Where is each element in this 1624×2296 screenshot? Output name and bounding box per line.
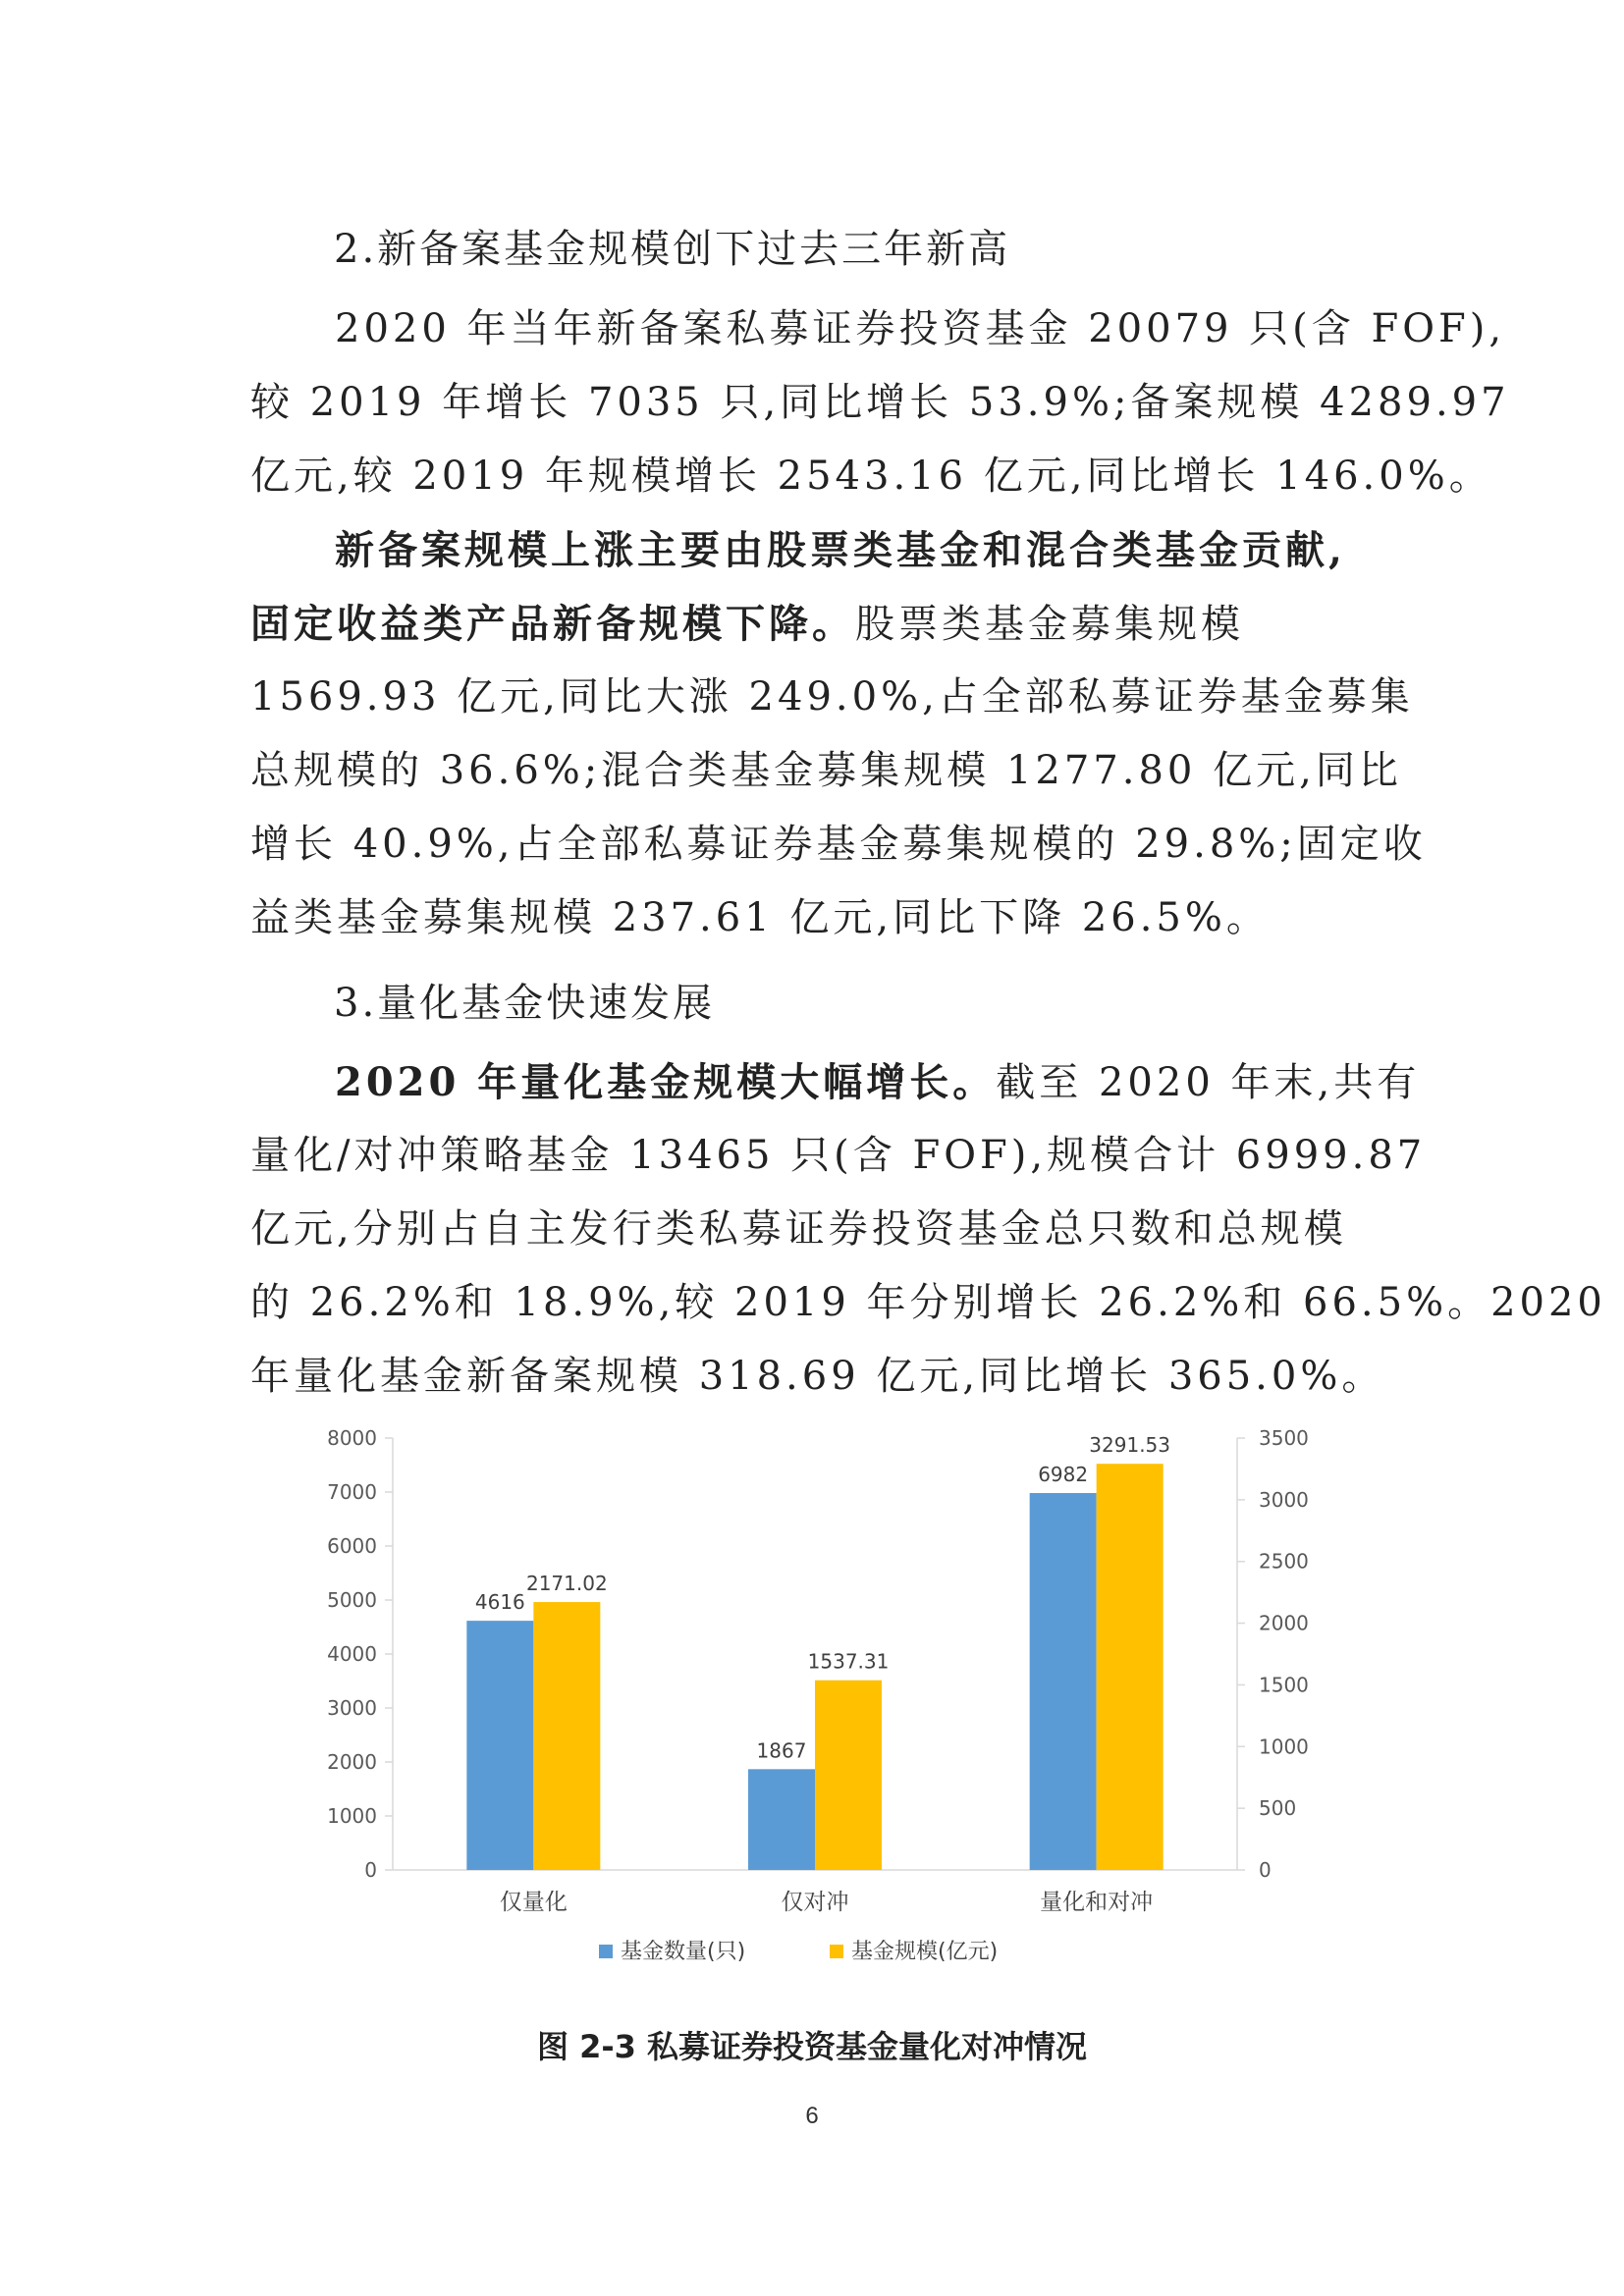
right-tick-label: 1500 [1259,1673,1309,1697]
left-tick-label: 6000 [327,1534,377,1558]
left-tick-label: 8000 [327,1426,377,1450]
text-line: 1569.93 亿元,同比大涨 249.0%,占全部私募证券基金募集 [250,674,1414,720]
bar-fund-count [466,1621,533,1870]
figure-caption: 图 2-3 私募证券投资基金量化对冲情况 [536,2028,1088,2065]
text-line: 增长 40.9%,占全部私募证券基金募集规模的 29.8%;固定收 [250,822,1427,867]
text-run: 股票类基金募集规模 [855,602,1244,647]
text-line: 亿元,较 2019 年规模增长 2543.16 亿元,同比增长 146.0%。 [250,454,1492,499]
left-tick-label: 2000 [327,1750,377,1774]
category-label: 仅量化 [499,1890,568,1915]
category-label: 仅对冲 [781,1890,849,1915]
legend-swatch [830,1945,843,1958]
text-line: 的 26.2%和 18.9%,较 2019 年分别增长 26.2%和 66.5%。2020 [250,1280,1606,1325]
data-label-fund-count: 1867 [756,1738,807,1763]
bar-fund-count [1030,1493,1097,1870]
legend-label: 基金规模(亿元) [851,1940,999,1964]
data-label-fund-count: 4616 [474,1590,525,1615]
bar-fund-size [815,1681,882,1870]
text-line: 益类基金募集规模 237.61 亿元,同比下降 26.5%。 [250,895,1270,940]
text-line: 总规模的 36.6%;混合类基金募集规模 1277.80 亿元,同比 [250,748,1402,793]
text-line: 较 2019 年增长 7035 只,同比增长 53.9%;备案规模 4289.97 [250,380,1510,425]
text-line: 量化/对冲策略基金 13465 只(含 FOF),规模合计 6999.87 [250,1133,1427,1178]
bold-lead: 固定收益类产品新备规模下降。 [250,601,855,647]
bar-fund-count [748,1769,815,1870]
legend-swatch [599,1945,613,1958]
left-tick-label: 0 [364,1858,377,1882]
bar-fund-size [533,1602,600,1870]
section-2-paragraph-2 [250,513,1427,955]
section-2-heading: 2.新备案基金规模创下过去三年新高 [334,227,1011,272]
bar-fund-size [1097,1464,1164,1870]
text-line [250,1045,1421,1119]
section-3-paragraph [250,1045,1606,1414]
right-tick-label: 3500 [1259,1426,1309,1450]
text-line [250,587,1389,661]
text-run: 截至 2020 年末,共有 [996,1060,1421,1105]
text-line: 2020 年当年新备案私募证券投资基金 20079 只(含 FOF), [335,306,1506,351]
data-label-fund-count: 6982 [1038,1462,1089,1486]
quant-hedge-bar-chart [295,1404,1335,1993]
legend-label: 基金数量(只) [621,1940,746,1964]
data-label-fund-size: 2171.02 [525,1572,608,1596]
right-tick-label: 500 [1259,1796,1297,1821]
data-label-fund-size: 1537.31 [807,1649,890,1674]
category-label: 量化和对冲 [1040,1890,1154,1915]
right-tick-label: 2000 [1259,1611,1309,1635]
right-tick-label: 2500 [1259,1549,1309,1574]
bold-lead: 2020 年量化基金规模大幅增长。 [335,1059,997,1105]
right-tick-label: 0 [1259,1858,1272,1882]
left-tick-label: 7000 [327,1480,377,1504]
left-tick-label: 4000 [327,1642,377,1666]
left-tick-label: 5000 [327,1588,377,1612]
page-number: 6 [805,2103,819,2129]
right-tick-label: 1000 [1259,1735,1309,1759]
left-tick-label: 1000 [327,1804,377,1828]
left-tick-label: 3000 [327,1696,377,1720]
section-3-heading: 3.量化基金快速发展 [334,981,716,1026]
right-tick-label: 3000 [1259,1487,1309,1512]
data-label-fund-size: 3291.53 [1089,1433,1171,1458]
text-line: 年量化基金新备案规模 318.69 亿元,同比增长 365.0%。 [250,1354,1385,1399]
text-line-bold: 新备案规模上涨主要由股票类基金和混合类基金贡献, [335,527,1346,573]
section-2-paragraph-1 [250,293,1510,513]
text-line: 亿元,分别占自主发行类私募证券投资基金总只数和总规模 [250,1206,1347,1252]
